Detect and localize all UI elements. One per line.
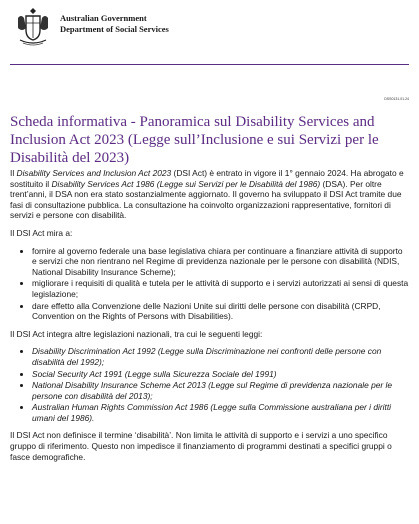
document-body	[10, 168, 409, 469]
list-item: • Disability Discrimination Act 1992 (Legge sulla Discriminazione nei confronti delle persone con disabilità del 1992);	[32, 346, 409, 367]
list-item: • Social Security Act 1991 (Legge sulla Sicurezza Sociale del 1991)	[32, 369, 409, 380]
aims-lead: Il DSI Act mira a:	[10, 227, 73, 238]
list-item: • migliorare i requisiti di qualità e tutela per le attività di supporto e i servizi autorizzati ai sensi di questa legislazione;	[32, 278, 409, 299]
list-item: • Australian Human Rights Commission Act 1986 (Legge sulla Commissione australiana per i diritti umani del 1986).	[32, 402, 409, 423]
intro-text-e: (DSA). Per oltre trent’anni, il DSA non era stato sostanzialmente aggiornato. Il governo ha sviluppato il DSI Act tramite due fasi di consultazione pubblica. La consultazione ha coinvolto organizzazioni rappresentative, fornitori di servizi e persone con disabilità.	[10, 178, 402, 221]
intro-paragraph	[10, 168, 409, 221]
gov-line2: Department of Social Services	[60, 24, 169, 34]
header-rule	[10, 64, 409, 65]
gov-line1: Australian Government	[60, 13, 147, 23]
intro-act-name: Disability Services and Inclusion Act 2023	[16, 168, 172, 178]
list-item: • dare effetto alla Convenzione delle Nazioni Unite sui diritti delle persone con disabilità (CRPD, Convention on the Rights of Persons with Disabilities).	[32, 301, 409, 322]
coat-of-arms-icon	[14, 4, 52, 48]
laws-lead: Il DSI Act integra altre legislazioni nazionali, tra cui le seguenti leggi:	[10, 328, 263, 339]
intro-text-c: (DSI Act) è entrato in vigore il 1° gennaio 2024. Ha abrogato e sostituito il	[10, 168, 404, 189]
list-item: • fornire al governo federale una base legislativa chiara per continuare a finanziare attività di supporto e servizi che non rientrano nel Regime di previdenza nazionale per le persone con disabilità (NDIS, National Disability Insurance Scheme);	[32, 246, 409, 278]
aims-list	[10, 246, 409, 322]
intro-old-act-name: Disability Services Act 1986 (Legge sui Servizi per le Disabilità del 1986)	[51, 178, 321, 189]
closing-paragraph: Il DSI Act non definisce il termine ‘disabilità’. Non limita le attività di supporto e i servizi a uno specifico gruppo di riferimento. Questo non impedisce il finanziamento di programmi destinati a specifici gruppi o fasce demografiche.	[10, 430, 392, 462]
list-item: • National Disability Insurance Scheme Act 2013 (Legge sul Regime di previdenza nazionale per le persone con disabilità del 2013);	[32, 380, 409, 401]
intro-text-a: Il	[10, 168, 17, 178]
document-code: DSS0131.01.24	[384, 97, 409, 101]
laws-list	[10, 346, 409, 423]
header	[10, 2, 409, 72]
page-title: Scheda informativa - Panoramica sul Disability Services and Inclusion Act 2023 (Legge sull’Inclusione e sui Servizi per le Disabilità del 2023)	[10, 114, 379, 166]
government-logo-text	[60, 12, 169, 35]
